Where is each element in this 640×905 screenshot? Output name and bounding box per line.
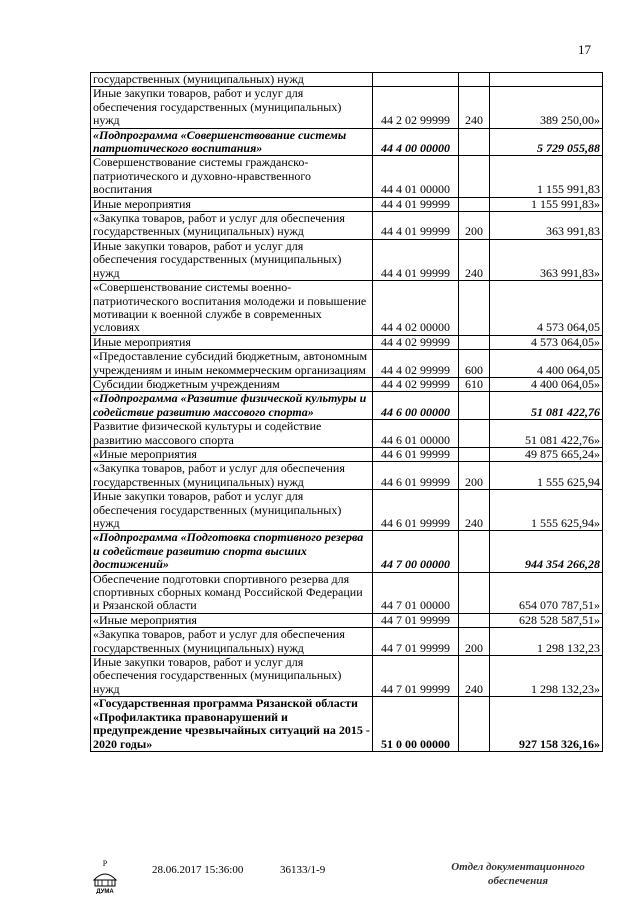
budget-table bbox=[90, 72, 603, 752]
row-code-cell: 44 4 02 00000 bbox=[373, 281, 459, 336]
table-row bbox=[91, 531, 603, 572]
row-code-cell bbox=[373, 73, 459, 87]
row-code-cell: 44 6 00 00000 bbox=[373, 392, 459, 420]
row-code-cell: 44 4 01 99999 bbox=[373, 197, 459, 211]
row-amount-cell: 4 400 064,05 bbox=[490, 350, 603, 378]
row-name-cell: «Совершенствование системы военно-патриотического воспитания молодежи и повышение мотивации к военной службе в современных условиях bbox=[91, 281, 373, 336]
svg-text:Р: Р bbox=[102, 859, 108, 868]
row-expense-type-cell bbox=[459, 613, 490, 627]
row-amount-cell: 1 555 625,94» bbox=[490, 490, 603, 531]
row-code-cell: 44 6 01 99999 bbox=[373, 490, 459, 531]
row-expense-type-cell bbox=[459, 572, 490, 613]
table-row bbox=[91, 156, 603, 197]
row-amount-cell: 5 729 055,88 bbox=[490, 128, 603, 156]
row-expense-type-cell: 600 bbox=[459, 350, 490, 378]
table-row bbox=[91, 87, 603, 128]
row-name-cell: Иные закупки товаров, работ и услуг для обеспечения государственных (муниципальных) нужд bbox=[91, 490, 373, 531]
table-row bbox=[91, 377, 603, 391]
row-amount-cell: 363 991,83 bbox=[490, 212, 603, 240]
row-name-cell: Иные закупки товаров, работ и услуг для обеспечения государственных (муниципальных) нужд bbox=[91, 239, 373, 280]
row-expense-type-cell bbox=[459, 531, 490, 572]
row-amount-cell bbox=[490, 73, 603, 87]
row-code-cell: 44 7 01 99999 bbox=[373, 656, 459, 697]
row-amount-cell: 1 155 991,83» bbox=[490, 197, 603, 211]
table-row bbox=[91, 462, 603, 490]
row-expense-type-cell bbox=[459, 335, 490, 349]
row-name-cell: Иные закупки товаров, работ и услуг для обеспечения государственных (муниципальных) нужд bbox=[91, 656, 373, 697]
row-name-cell: «Закупка товаров, работ и услуг для обеспечения государственных (муниципальных) нужд bbox=[91, 462, 373, 490]
row-amount-cell: 927 158 326,16» bbox=[490, 697, 603, 752]
row-name-cell: «Иные мероприятия bbox=[91, 613, 373, 627]
table-row bbox=[91, 239, 603, 280]
row-amount-cell: 51 081 422,76 bbox=[490, 392, 603, 420]
row-expense-type-cell: 240 bbox=[459, 239, 490, 280]
row-name-cell: Совершенствование системы гражданско-патриотического и духовно-нравственного воспитания bbox=[91, 156, 373, 197]
row-amount-cell: 4 573 064,05 bbox=[490, 281, 603, 336]
row-amount-cell: 363 991,83» bbox=[490, 239, 603, 280]
row-amount-cell: 944 354 266,28 bbox=[490, 531, 603, 572]
table-row bbox=[91, 572, 603, 613]
row-amount-cell: 389 250,00» bbox=[490, 87, 603, 128]
row-code-cell: 44 7 01 99999 bbox=[373, 613, 459, 627]
row-name-cell: «Закупка товаров, работ и услуг для обеспечения государственных (муниципальных) нужд bbox=[91, 212, 373, 240]
table-row bbox=[91, 656, 603, 697]
row-code-cell: 44 4 02 99999 bbox=[373, 335, 459, 349]
row-code-cell: 44 4 01 00000 bbox=[373, 156, 459, 197]
row-amount-cell: 51 081 422,76» bbox=[490, 420, 603, 448]
row-code-cell: 44 6 01 99999 bbox=[373, 462, 459, 490]
table-row bbox=[91, 197, 603, 211]
table-row bbox=[91, 73, 603, 87]
row-amount-cell: 49 875 665,24» bbox=[490, 447, 603, 461]
row-name-cell: «Государственная программа Рязанской области «Профилактика правонарушений и предупреждение чрезвычайных ситуаций на 2015 - 2020 годы» bbox=[91, 697, 373, 752]
row-expense-type-cell bbox=[459, 128, 490, 156]
row-name-cell: Иные закупки товаров, работ и услуг для обеспечения государственных (муниципальных) нужд bbox=[91, 87, 373, 128]
row-code-cell: 44 4 01 99999 bbox=[373, 212, 459, 240]
row-expense-type-cell bbox=[459, 73, 490, 87]
document-number: 36133/1-9 bbox=[280, 864, 326, 876]
row-amount-cell: 4 400 064,05» bbox=[490, 377, 603, 391]
row-amount-cell: 1 155 991,83 bbox=[490, 156, 603, 197]
row-expense-type-cell: 200 bbox=[459, 212, 490, 240]
row-expense-type-cell: 240 bbox=[459, 656, 490, 697]
print-datetime: 28.06.2017 15:36:00 bbox=[152, 864, 244, 876]
row-expense-type-cell: 200 bbox=[459, 628, 490, 656]
row-name-cell: государственных (муниципальных) нужд bbox=[91, 73, 373, 87]
table-row bbox=[91, 281, 603, 336]
row-expense-type-cell bbox=[459, 156, 490, 197]
row-code-cell: 44 4 02 99999 bbox=[373, 350, 459, 378]
duma-logo-icon bbox=[88, 858, 122, 894]
table-row bbox=[91, 392, 603, 420]
table-row bbox=[91, 350, 603, 378]
department-stamp: Отдел документационного обеспечения bbox=[451, 861, 585, 887]
row-expense-type-cell bbox=[459, 281, 490, 336]
row-amount-cell: 654 070 787,51» bbox=[490, 572, 603, 613]
page-footer bbox=[0, 858, 640, 898]
row-name-cell: «Подпрограмма «Развитие физической культуры и содействие развитию массового спорта» bbox=[91, 392, 373, 420]
row-expense-type-cell bbox=[459, 392, 490, 420]
row-code-cell: 44 4 02 99999 bbox=[373, 377, 459, 391]
row-code-cell: 51 0 00 00000 bbox=[373, 697, 459, 752]
row-name-cell: «Закупка товаров, работ и услуг для обеспечения государственных (муниципальных) нужд bbox=[91, 628, 373, 656]
row-code-cell: 44 4 01 99999 bbox=[373, 239, 459, 280]
table-row bbox=[91, 212, 603, 240]
row-name-cell: Развитие физической культуры и содействие развитию массового спорта bbox=[91, 420, 373, 448]
table-row bbox=[91, 335, 603, 349]
row-name-cell: Обеспечение подготовки спортивного резерва для спортивных сборных команд Российской Федерации и Рязанской области bbox=[91, 572, 373, 613]
row-expense-type-cell: 610 bbox=[459, 377, 490, 391]
row-expense-type-cell: 240 bbox=[459, 490, 490, 531]
row-code-cell: 44 6 01 00000 bbox=[373, 420, 459, 448]
row-expense-type-cell bbox=[459, 447, 490, 461]
table-row bbox=[91, 490, 603, 531]
row-expense-type-cell: 200 bbox=[459, 462, 490, 490]
row-name-cell: «Подпрограмма «Совершенствование системы патриотического воспитания» bbox=[91, 128, 373, 156]
row-name-cell: Иные мероприятия bbox=[91, 335, 373, 349]
table-row bbox=[91, 628, 603, 656]
row-name-cell: «Подпрограмма «Подготовка спортивного резерва и содействие развитию спорта высших достижений» bbox=[91, 531, 373, 572]
row-name-cell: Иные мероприятия bbox=[91, 197, 373, 211]
table-row bbox=[91, 447, 603, 461]
row-amount-cell: 1 555 625,94 bbox=[490, 462, 603, 490]
svg-text:ДУМА: ДУМА bbox=[96, 889, 114, 894]
page-number: 17 bbox=[578, 42, 591, 57]
row-code-cell: 44 7 01 99999 bbox=[373, 628, 459, 656]
row-expense-type-cell bbox=[459, 697, 490, 752]
table-row bbox=[91, 420, 603, 448]
row-code-cell: 44 2 02 99999 bbox=[373, 87, 459, 128]
row-name-cell: «Иные мероприятия bbox=[91, 447, 373, 461]
table-row bbox=[91, 613, 603, 627]
row-expense-type-cell bbox=[459, 197, 490, 211]
row-amount-cell: 1 298 132,23» bbox=[490, 656, 603, 697]
row-code-cell: 44 6 01 99999 bbox=[373, 447, 459, 461]
row-code-cell: 44 7 01 00000 bbox=[373, 572, 459, 613]
row-expense-type-cell: 240 bbox=[459, 87, 490, 128]
table-row bbox=[91, 128, 603, 156]
row-name-cell: Субсидии бюджетным учреждениям bbox=[91, 377, 373, 391]
row-code-cell: 44 7 00 00000 bbox=[373, 531, 459, 572]
row-amount-cell: 628 528 587,51» bbox=[490, 613, 603, 627]
row-amount-cell: 4 573 064,05» bbox=[490, 335, 603, 349]
row-amount-cell: 1 298 132,23 bbox=[490, 628, 603, 656]
row-code-cell: 44 4 00 00000 bbox=[373, 128, 459, 156]
table-row bbox=[91, 697, 603, 752]
row-expense-type-cell bbox=[459, 420, 490, 448]
row-name-cell: «Предоставление субсидий бюджетным, автономным учреждениям и иным некоммерческим организациям bbox=[91, 350, 373, 378]
